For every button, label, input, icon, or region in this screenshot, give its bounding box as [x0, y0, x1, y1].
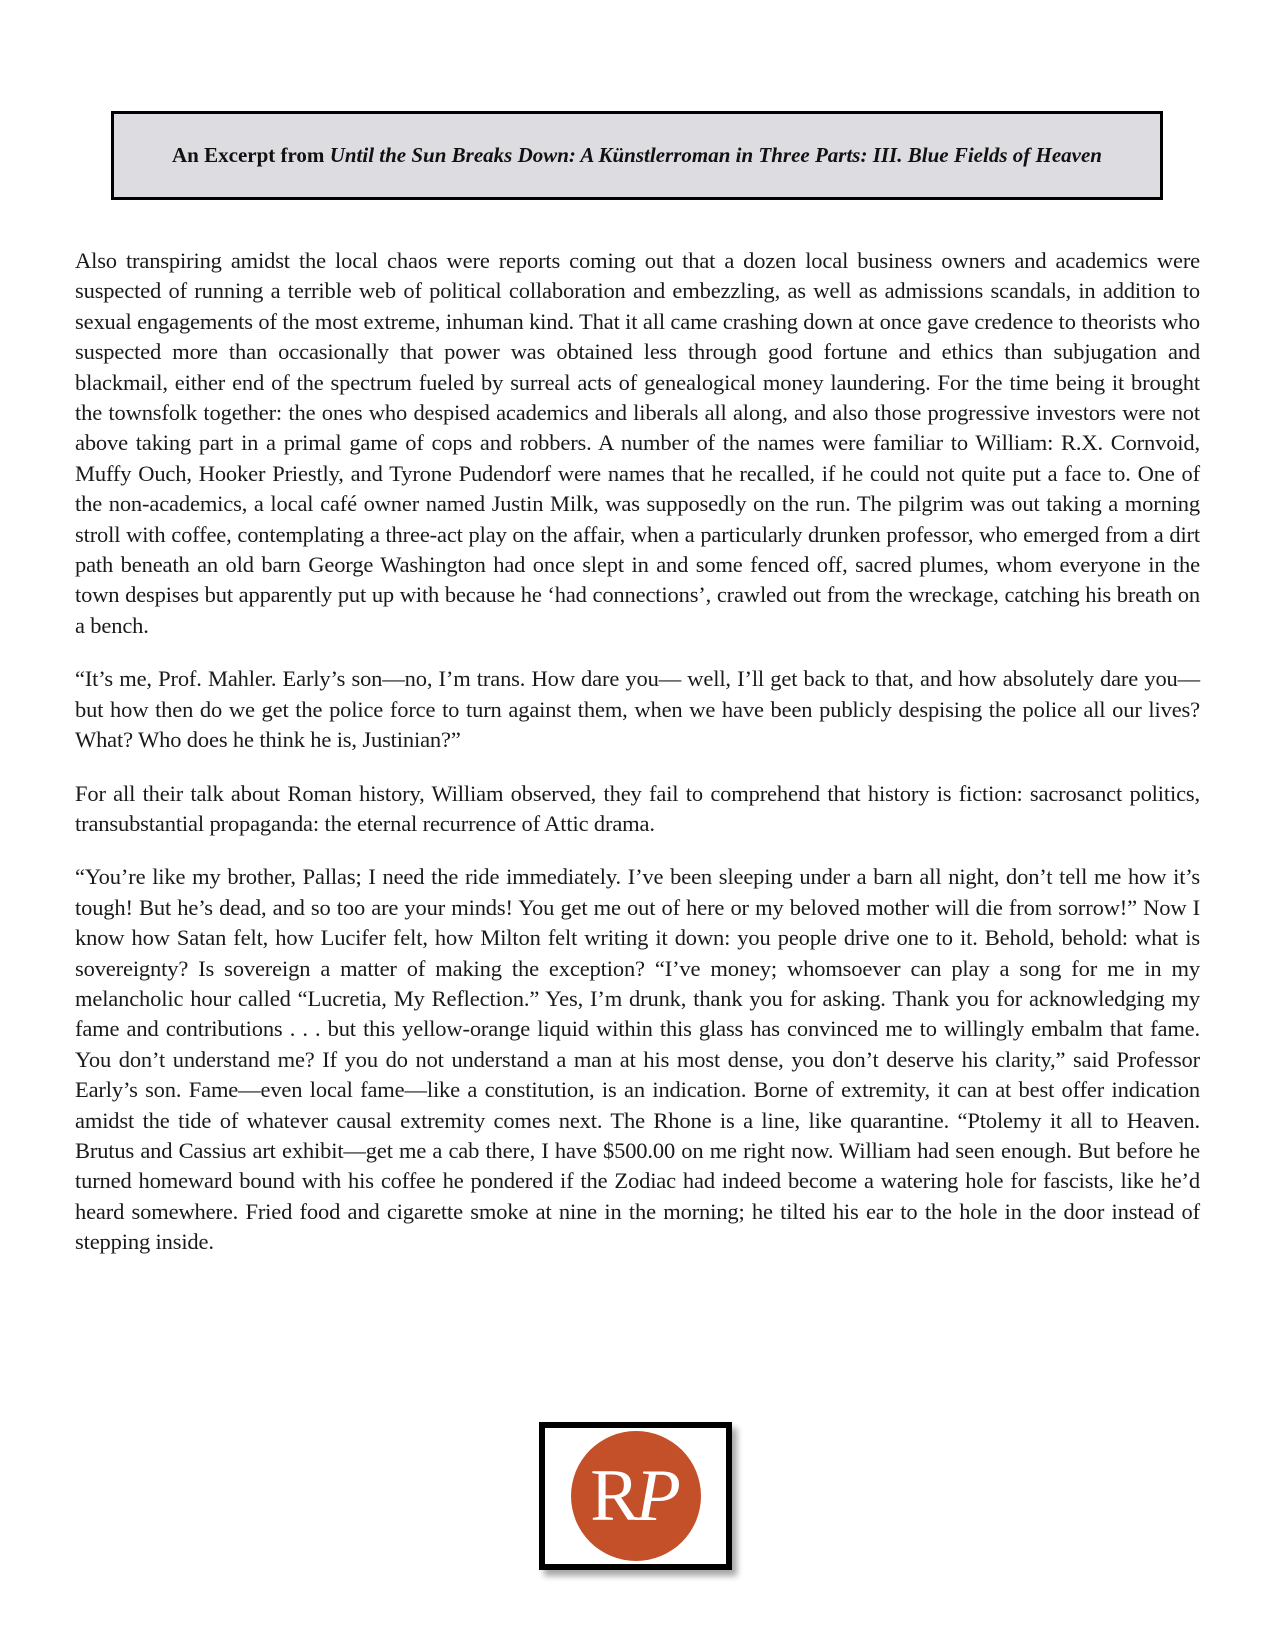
logo-letter-p: P [635, 1455, 677, 1537]
paragraph-3: For all their talk about Roman history, William observed, they fail to comprehend that history is fiction: sacrosanct politics, transubstantial propaganda: the eternal recurrence of Attic drama. [75, 780, 1200, 836]
title-prefix: An Excerpt from [172, 143, 330, 167]
excerpt-title [172, 142, 1102, 169]
paragraph-2: “It’s me, Prof. Mahler. Early’s son—no, I’m trans. How dare you— well, I’ll get back to that, and how absolutely dare you—but how then do we get the police force to turn against them, when we have been publicly despising the police all our lives? What? Who does he think he is, Justinian?” [75, 666, 1200, 753]
logo-letter-r: R [590, 1455, 636, 1537]
publisher-logo [539, 1422, 732, 1570]
excerpt-body [75, 246, 1200, 1281]
paragraph-4: “You’re like my brother, Pallas; I need the ride immediately. I’ve been sleeping under a barn all night, don’t tell me how it’s tough! But he’s dead, and so too are your minds! You get me out of here or my beloved mother will die from sorrow!” Now I know how Satan felt, how Lucifer felt, how Milton felt writing it down: you people drive one to it. Behold, behold: what is sovereignty? Is sovereign a matter of making the exception? “I’ve money; whomsoever can play a song for me in my melancholic hour called “Lucretia, My Reflection.” Yes, I’m drunk, thank you for asking. Thank you for acknowledging my fame and contributions . . . but this yellow-orange liquid within this glass has convinced me to willingly embalm that fame. You don’t understand me? If you do not understand a man at his most dense, you don’t deserve his clarity,” said Professor Early’s son. Fame—even local fame—like a constitution, is an indication. Borne of extremity, it can at best offer indication amidst the tide of whatever causal extremity comes next. The Rhone is a line, like quarantine. “Ptolemy it all to Heaven. Brutus and Cassius art exhibit—get me a cab there, I have $500.00 on me right now. William had seen enough. But before he turned homeward bound with his coffee he pondered if the Zodiac had indeed become a watering hole for fascists, like he’d heard somewhere. Fried food and cigarette smoke at nine in the morning; he tilted his ear to the hole in the door instead of stepping inside. [75, 864, 1200, 1255]
book-title: Until the Sun Breaks Down: A Künstlerroman in Three Parts: III. Blue Fields of Heaven [329, 143, 1102, 167]
logo-letters [590, 1455, 677, 1537]
paragraph-1: Also transpiring amidst the local chaos were reports coming out that a dozen local business owners and academics were suspected of running a terrible web of political collaboration and embezzling, as well as admissions scandals, in addition to sexual engagements of the most extreme, inhuman kind. That it all came crashing down at once gave credence to theorists who suspected more than occasionally that power was obtained less through good fortune and ethics than subjugation and blackmail, either end of the spectrum fueled by surreal acts of genealogical money laundering. For the time being it brought the townsfolk together: the ones who despised academics and liberals all along, and also those progressive investors were not above taking part in a primal game of cops and robbers. A number of the names were familiar to William: R.X. Cornvoid, Muffy Ouch, Hooker Priestly, and Tyrone Pudendorf were names that he recalled, if he could not quite put a face to. One of the non-academics, a local café owner named Justin Milk, was supposedly on the run. The pilgrim was out taking a morning stroll with coffee, contemplating a three-act play on the affair, when a particularly drunken professor, who emerged from a dirt path beneath an old barn George Washington had once slept in and some fenced off, sacred plumes, whom everyone in the town despises but apparently put up with because he ‘had connections’, crawled out from the wreckage, catching his breath on a bench. [75, 248, 1200, 638]
rp-logo-icon [571, 1431, 701, 1561]
title-box [111, 111, 1163, 200]
